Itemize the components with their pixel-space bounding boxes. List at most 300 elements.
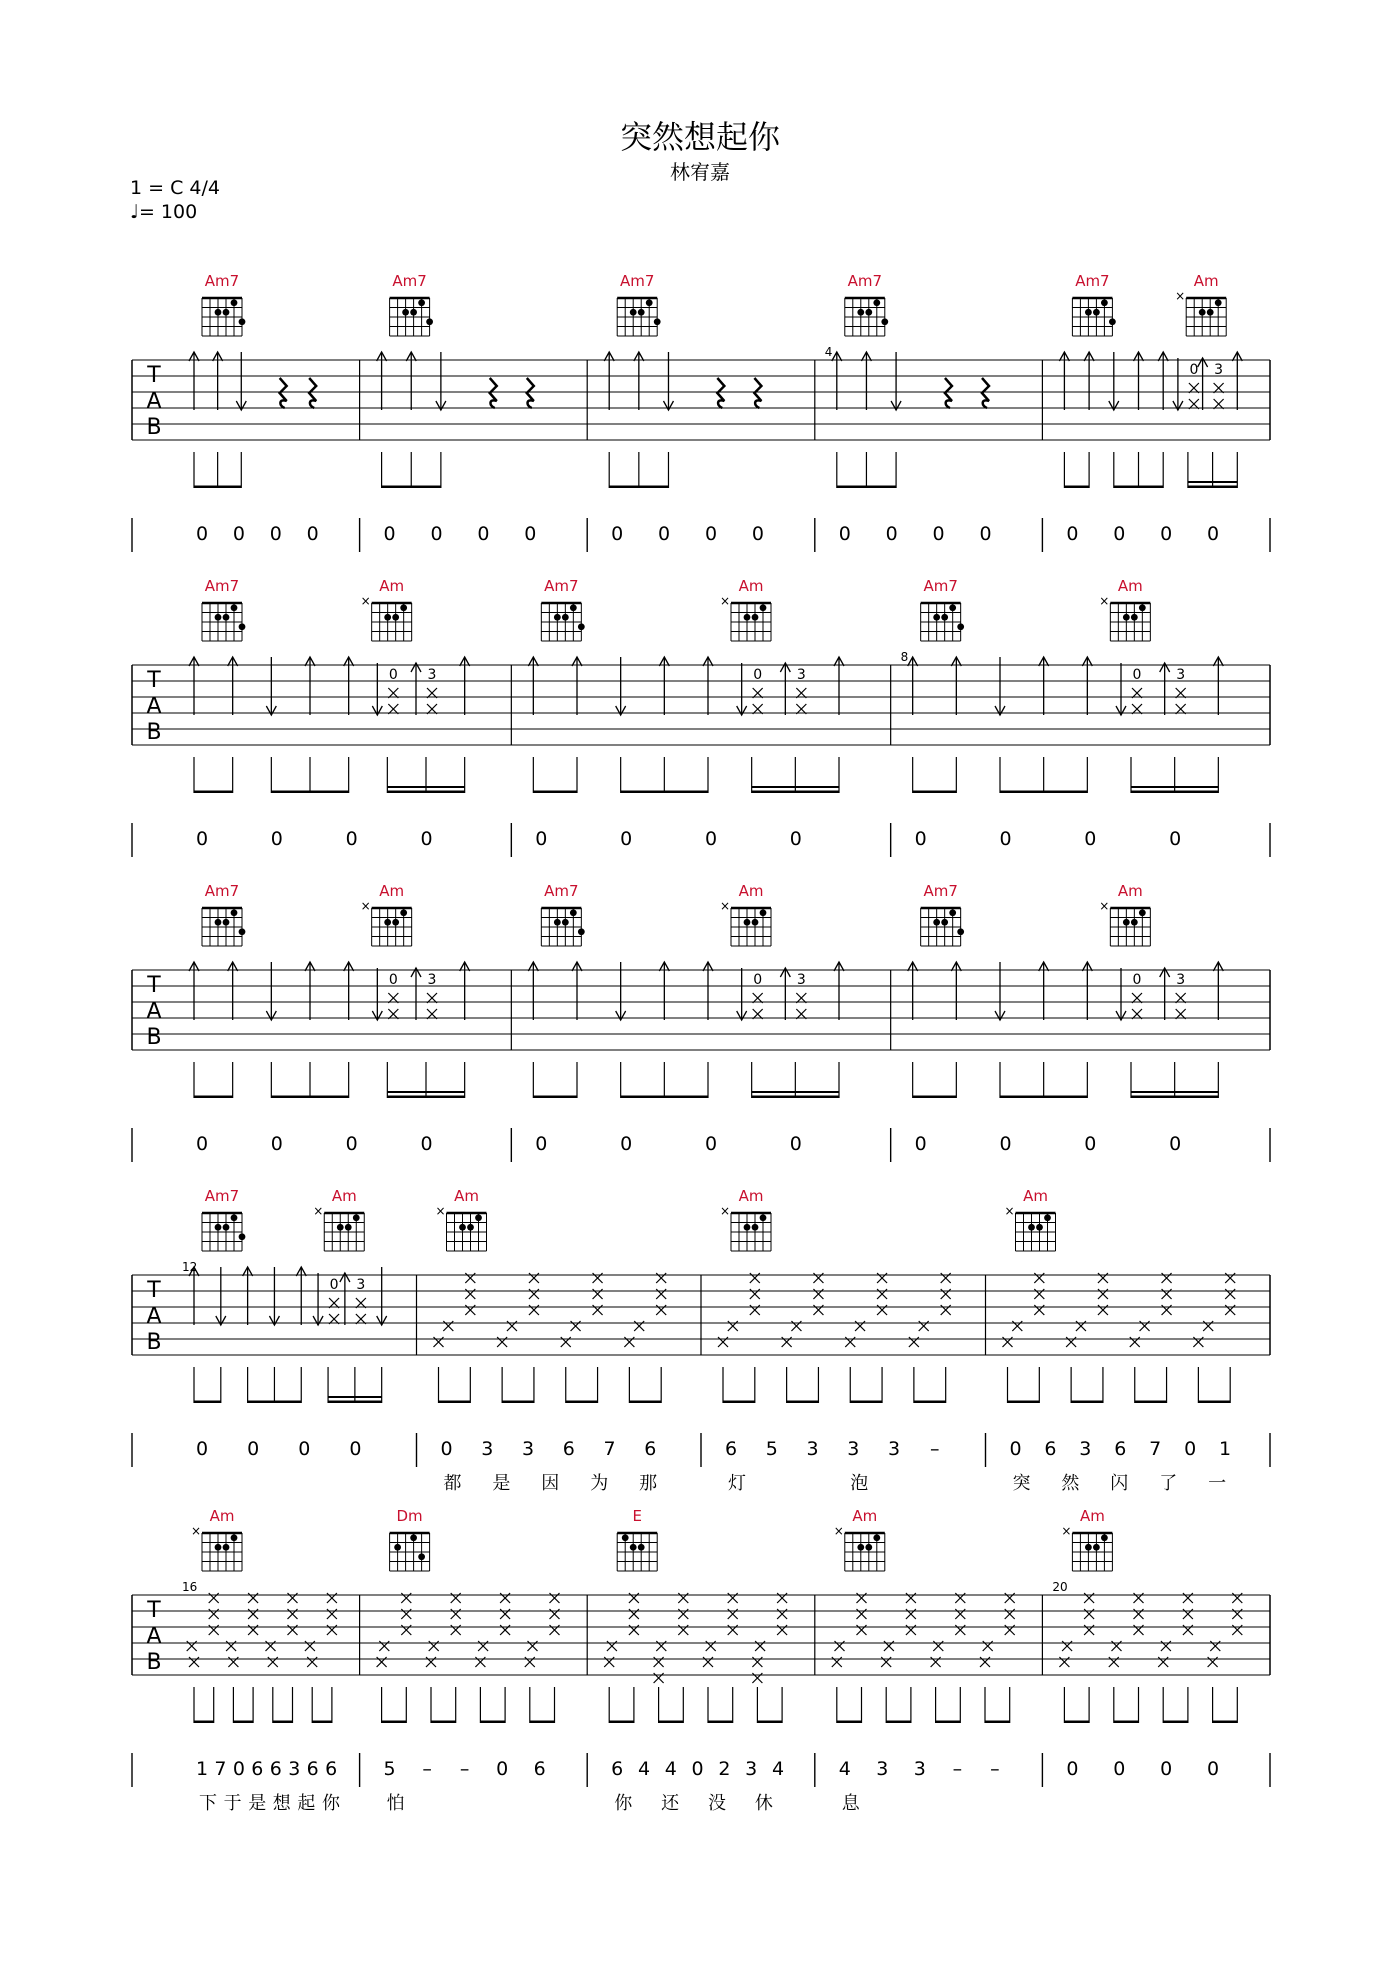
strum-down-arrow [377,1267,387,1325]
chord-finger-dot [865,309,872,316]
fret-number: 3 [1214,362,1224,378]
chord-finger-dot [881,318,888,325]
muted-string-mark: × [719,899,731,913]
strum-up-arrow [604,352,614,410]
measure-number: 16 [182,1580,198,1594]
chord-name-label: Am [379,882,405,900]
chord-finger-dot [1093,1544,1100,1551]
jianpu-note: 3 [1079,1438,1092,1460]
chord-finger-dot [1044,1214,1051,1221]
strum-up-arrow [243,1267,253,1325]
jianpu-note: 5 [383,1758,396,1780]
jianpu-note: 6 [533,1758,546,1780]
muted-string-mark: × [833,1524,844,1538]
jianpu-note: 0 [269,523,282,545]
jianpu-note: – [990,1758,1000,1780]
measure-number: 12 [182,1260,198,1274]
note-beam [1114,1721,1139,1724]
strum-up-arrow [1160,663,1170,715]
strum-down-arrow [616,657,626,715]
jianpu-note: 6 [325,1758,338,1780]
note-beam [1213,1721,1238,1724]
jianpu-note: 6 [611,1758,624,1780]
jianpu-note: 7 [603,1438,616,1460]
quarter-rest [527,378,534,408]
chord-name-label: Am [1193,272,1219,290]
strum-up-arrow [1084,352,1094,410]
note-beam [609,1721,634,1724]
tempo-marking: ♩= 100 [130,201,198,223]
chord-finger-dot [630,1544,637,1551]
jianpu-note: 0 [1160,523,1173,545]
chord-finger-dot [554,614,561,621]
lyric-char: 怕 [386,1793,405,1814]
quarter-rest [309,378,316,408]
chord-finger-dot [231,1214,238,1221]
note-beam [914,1401,946,1404]
chord-finger-dot [239,318,246,325]
chord-name-label: Am [1023,1187,1048,1205]
jianpu-note: 0 [691,1758,704,1780]
chord-finger-dot [1207,309,1214,316]
chord-name-label: Am [379,577,405,595]
chord-finger-dot [622,1534,629,1541]
strum-down-arrow [269,1267,279,1325]
fret-number: 0 [1132,667,1142,683]
chord-name-label: E [632,1507,642,1525]
chord-diagram-am [834,1507,885,1571]
note-beam [621,791,708,794]
note-beam [913,1096,957,1099]
chord-finger-dot [223,1544,230,1551]
chord-diagram-am7 [202,882,245,946]
chord-finger-dot [394,1544,401,1551]
lyric-char: 息 [841,1793,860,1814]
chord-finger-dot [215,1544,222,1551]
fret-number: 3 [1176,972,1186,988]
chord-finger-dot [384,919,391,926]
note-beam [566,1401,598,1404]
strum-up-arrow [344,657,354,715]
jianpu-note: 0 [306,523,319,545]
chord-finger-dot [873,299,880,306]
jianpu-note: 0 [496,1758,509,1780]
chord-finger-dot [949,909,956,916]
jianpu-note: 0 [914,828,927,850]
jianpu-note: 3 [806,1438,819,1460]
note-beam [431,1721,456,1724]
strum-down-arrow [737,968,747,1020]
strum-up-arrow [659,657,669,715]
chord-finger-dot [1199,309,1206,316]
chord-name-label: Am [209,1507,235,1525]
tab-measure [182,1507,341,1814]
tab-clef-letter: T [147,973,161,998]
tab-clef-letter: B [146,1330,162,1355]
strum-up-arrow [460,962,470,1020]
strum-up-arrow [1082,962,1092,1020]
chord-finger-dot [1101,1534,1108,1541]
strum-up-arrow [213,352,223,410]
tab-system [132,1507,1270,1814]
tab-clef-letter: T [147,1278,161,1303]
lyric-char: 灯 [728,1473,746,1494]
chord-diagram-am [435,1187,486,1251]
chord-diagram-am [1061,1507,1112,1571]
note-beam [312,1721,332,1724]
lyric-char: 下 [199,1793,217,1814]
muted-string-mark: × [719,1204,731,1218]
tab-clef-letter: A [146,1304,162,1329]
note-beam [787,1401,819,1404]
chord-finger-dot [418,1553,425,1560]
tab-clef-letter: A [146,1624,162,1649]
note-beam [1198,1401,1230,1404]
strum-up-arrow [1039,962,1049,1020]
jianpu-note: 0 [349,1438,362,1460]
jianpu-note: 0 [751,523,764,545]
note-beam [1071,1401,1103,1404]
chord-finger-dot [760,909,767,916]
lyric-char: 因 [541,1473,560,1494]
jianpu-note: – [422,1758,432,1780]
note-beam [387,786,464,788]
tab-clef-letter: B [146,1025,162,1050]
tab-clef-letter: T [147,1598,161,1623]
chord-finger-dot [215,1224,222,1231]
chord-diagram-am7 [1072,272,1115,336]
chord-name-label: Am7 [847,272,883,290]
jianpu-note: – [930,1438,940,1460]
chord-finger-dot [949,604,956,611]
chord-finger-dot [1101,299,1108,306]
strum-up-arrow [377,352,387,410]
tab-system [132,1187,1270,1494]
note-beam [629,1401,661,1404]
tab-measure [832,1507,1015,1814]
chord-finger-dot [345,1224,352,1231]
chord-finger-dot [400,909,407,916]
tab-measure [1003,1187,1236,1494]
note-beam [985,1721,1010,1724]
jianpu-note: 0 [535,1133,548,1155]
chord-diagram-am7 [202,272,245,336]
strum-up-arrow [834,657,844,715]
chord-finger-dot [392,919,399,926]
chord-name-label: Am7 [204,577,240,595]
muted-string-mark: × [1099,899,1110,913]
chord-finger-dot [857,1544,864,1551]
strum-up-arrow [1059,352,1069,410]
strum-down-arrow [1173,358,1183,410]
chord-finger-dot [231,1534,238,1541]
strum-up-arrow [908,657,918,715]
lyric-char: 然 [1061,1473,1080,1494]
note-beam [194,791,233,794]
chord-diagram-am [361,882,412,946]
tab-system [132,882,1270,1162]
jianpu-note: 3 [887,1438,901,1460]
chord-finger-dot [578,623,585,630]
jianpu-note: 6 [269,1758,282,1780]
strum-up-arrow [411,663,421,715]
strum-down-arrow [891,352,901,410]
jianpu-note: 0 [1207,523,1220,545]
chord-finger-dot [467,1224,474,1231]
chord-diagram-am7 [617,272,660,336]
chord-finger-dot [570,604,577,611]
lyric-char: 一 [1208,1473,1227,1494]
strum-up-arrow [1160,968,1170,1020]
strum-down-arrow [616,962,626,1020]
chord-finger-dot [646,299,653,306]
strum-down-arrow [236,352,246,410]
note-beam [1000,791,1087,794]
note-beam [621,1096,708,1099]
chord-finger-dot [231,909,238,916]
jianpu-note: 0 [270,828,283,850]
chord-finger-dot [752,919,759,926]
jianpu-note: 6 [306,1758,319,1780]
measure-number: 8 [900,650,909,664]
chord-name-label: Am [454,1187,479,1205]
jianpu-note: 6 [644,1438,657,1460]
jianpu-note: 0 [535,828,548,850]
note-beam [530,1721,555,1724]
jianpu-note: 0 [1084,828,1097,850]
strum-up-arrow [1232,352,1242,410]
jianpu-note: 1 [195,1758,209,1780]
chord-finger-dot [654,318,661,325]
chord-diagram-am [1175,272,1226,336]
chord-finger-dot [231,299,238,306]
jianpu-note: 7 [214,1758,227,1780]
chord-finger-dot [1085,309,1092,316]
jianpu-note: 0 [195,1438,209,1460]
jianpu-note: 0 [430,523,443,545]
lyric-char: 你 [614,1793,633,1814]
note-beam [886,1721,911,1724]
chord-name-label: Am7 [923,577,958,595]
note-beam [194,1096,233,1099]
note-beam [533,791,577,794]
note-beam [1188,486,1237,489]
chord-finger-dot [459,1224,466,1231]
chord-finger-dot [223,919,230,926]
strum-up-arrow [951,657,961,715]
strum-down-arrow [313,1273,323,1325]
jianpu-note: 3 [745,1758,758,1780]
chord-finger-dot [410,1534,417,1541]
strum-up-arrow [528,657,538,715]
strum-up-arrow [780,968,790,1020]
jianpu-note: 7 [1149,1438,1162,1460]
jianpu-note: 0 [195,1133,209,1155]
note-beam [1000,1096,1087,1099]
quarter-rest [754,378,761,408]
chord-name-label: Am7 [204,1187,240,1205]
chord-diagram-dm [390,1507,430,1571]
strum-up-arrow [951,962,961,1020]
quarter-rest [717,378,724,408]
chord-finger-dot [239,623,246,630]
chord-name-label: Am [738,882,764,900]
chord-diagram-am7 [202,577,245,641]
jianpu-note: 0 [1066,523,1079,545]
jianpu-note: 0 [232,523,245,545]
muted-string-mark: × [1004,1204,1015,1218]
chord-name-label: Dm [396,1507,423,1525]
note-beam [248,1401,302,1404]
chord-name-label: Am [331,1187,357,1205]
lyric-char: 都 [443,1473,462,1494]
note-beam [382,486,441,489]
key-time-signature: 1 = C 4/4 [130,177,220,199]
strum-down-arrow [372,968,382,1020]
note-beam [502,1401,534,1404]
quarter-rest [280,378,287,408]
jianpu-note: 6 [724,1438,738,1460]
jianpu-note: 0 [1113,1758,1126,1780]
strum-up-arrow [1134,352,1144,410]
lyric-char: 起 [297,1793,316,1814]
muted-string-mark: × [1099,594,1110,608]
tab-clef-letter: A [146,694,162,719]
jianpu-note: 0 [1084,1133,1097,1155]
strum-up-arrow [659,962,669,1020]
tab-system [132,577,1270,857]
chord-finger-dot [1139,604,1146,611]
chord-finger-dot [941,919,948,926]
jianpu-note: 0 [999,1133,1012,1155]
strum-down-arrow [436,352,446,410]
jianpu-note: 0 [611,523,624,545]
chord-finger-dot [752,614,759,621]
jianpu-note: 0 [658,523,671,545]
chord-finger-dot [475,1214,482,1221]
jianpu-note: 0 [1169,1133,1182,1155]
strum-down-arrow [1116,968,1126,1020]
note-beam [382,1721,407,1724]
chord-diagram-am7 [845,272,888,336]
strum-up-arrow [703,962,713,1020]
tab-clef-letter: A [146,389,162,414]
strum-up-arrow [1213,657,1223,715]
chord-finger-dot [1131,919,1138,926]
chord-finger-dot [223,614,230,621]
strum-down-arrow [663,352,673,410]
strum-up-arrow [780,663,790,715]
fret-number: 3 [356,1277,366,1293]
lyric-char: 休 [754,1793,773,1814]
measure-number: 4 [824,345,833,359]
strum-up-arrow [572,962,582,1020]
lyric-char: 想 [272,1793,291,1814]
note-beam [1064,486,1089,489]
lyric-char: 还 [661,1793,680,1814]
jianpu-note: 0 [195,523,209,545]
chord-finger-dot [957,928,964,935]
chord-finger-dot [562,614,569,621]
strum-up-arrow [1039,657,1049,715]
note-beam [328,1401,382,1404]
jianpu-note: 1 [1219,1438,1232,1460]
jianpu-note: 4 [838,1758,851,1780]
jianpu-note: 0 [1009,1438,1022,1460]
strum-down-arrow [1109,352,1119,410]
note-beam [271,791,348,794]
strum-up-arrow [305,962,315,1020]
tab-system [132,272,1270,552]
chord-finger-dot [1139,909,1146,916]
jianpu-note: 0 [270,1133,283,1155]
chord-diagram-am7 [202,1187,245,1251]
note-beam [533,1096,577,1099]
jianpu-note: 5 [765,1438,778,1460]
chord-name-label: Am7 [544,882,579,900]
lyric-char: 突 [1012,1473,1031,1494]
jianpu-note: 0 [195,828,209,850]
jianpu-note: 0 [420,828,433,850]
muted-string-mark: × [719,594,731,608]
chord-diagram-am [1004,1187,1055,1251]
strum-up-arrow [228,962,238,1020]
chord-finger-dot [392,614,399,621]
jianpu-note: – [459,1758,470,1780]
fret-number: 3 [1176,667,1186,683]
jianpu-note: 0 [345,828,358,850]
tab-clef-letter: B [146,720,162,745]
chord-finger-dot [1036,1224,1043,1231]
chord-name-label: Am [1079,1507,1105,1525]
note-beam [1135,1401,1167,1404]
chord-diagram-am [313,1187,364,1251]
jianpu-note: 0 [1160,1758,1173,1780]
note-beam [1114,486,1163,489]
note-beam [609,486,668,489]
jianpu-note: 0 [620,828,633,850]
jianpu-note: – [952,1758,963,1780]
jianpu-note: 0 [704,523,718,545]
fret-number: 3 [427,667,437,683]
jianpu-note: 0 [979,523,992,545]
chord-finger-dot [865,1544,872,1551]
chord-name-label: Am [1117,882,1143,900]
chord-finger-dot [400,604,407,611]
fret-number: 0 [753,972,763,988]
strum-down-arrow [266,962,276,1020]
chord-finger-dot [215,614,222,621]
jianpu-note: 3 [481,1438,494,1460]
note-beam [752,1091,839,1093]
chord-finger-dot [239,928,246,935]
jianpu-note: 0 [914,1133,927,1155]
chord-diagram-am7 [921,577,964,641]
strum-up-arrow [460,657,470,715]
jianpu-note: 4 [771,1758,785,1780]
strum-down-arrow [372,663,382,715]
note-beam [1131,786,1218,788]
fret-number: 3 [796,667,806,683]
chord-finger-dot [402,309,409,316]
note-beam [439,1401,471,1404]
chord-diagram-am [1099,577,1150,641]
note-beam [1131,1091,1218,1093]
chord-finger-dot [223,1224,230,1231]
chord-finger-dot [384,614,391,621]
chord-finger-dot [1131,614,1138,621]
chord-finger-dot [562,919,569,926]
